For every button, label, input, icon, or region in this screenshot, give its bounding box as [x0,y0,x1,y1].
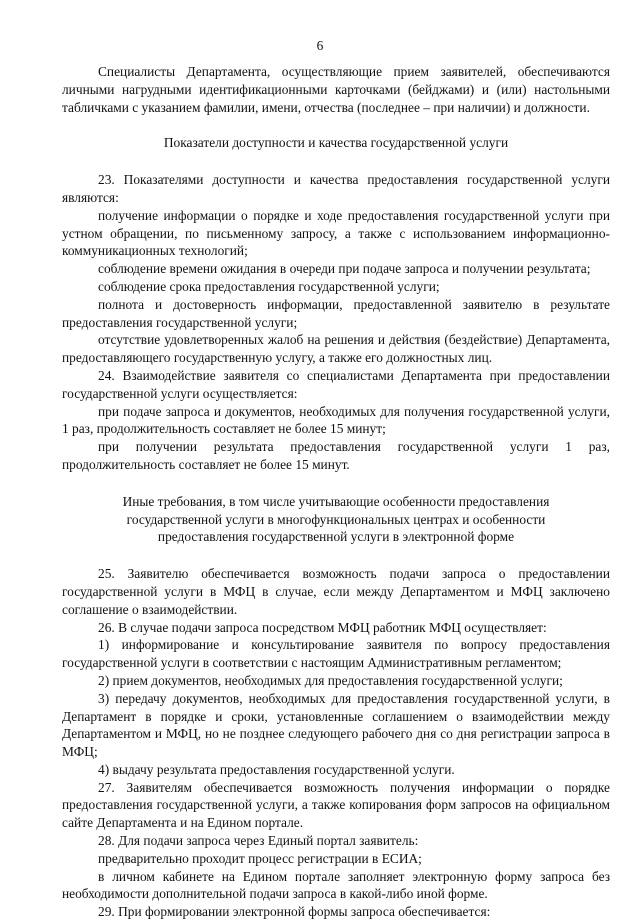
paragraph: в личном кабинете на Едином портале заполняет электронную форму запроса без необходимости дополнительной подачи запроса в какой-либо иной форме. [62,868,610,902]
paragraph: полнота и достоверность информации, предоставленной заявителю в результате предоставления государственной услуги; [62,296,610,330]
paragraph: 26. В случае подачи запроса посредством МФЦ работник МФЦ осуществляет: [98,619,547,635]
paragraph: получение информации о порядке и ходе предоставления государственной услуги при устном обращении, по письменному запросу, а также с использованием информационно-коммуникационных технологий; [62,207,610,259]
paragraph: при подаче запроса и документов, необходимых для получения государственной услуги, 1 раз, продолжительность составляет не более 15 минут; [62,403,610,437]
paragraph: 4) выдачу результата предоставления государственной услуги. [98,761,455,777]
paragraph: соблюдение срока предоставления государственной услуги; [98,278,440,294]
paragraph-block-staff-badges [62,63,610,116]
paragraph: 3) передачу документов, необходимых для предоставления государственной услуги, в Департамент в порядке и сроки, установленные соглашением о взаимодействии между Департаментом и МФЦ, но не позднее следующего рабочего дня со дня регистрации запроса в МФЦ; [62,690,610,760]
page-number: 6 [316,38,324,53]
paragraph: 27. Заявителям обеспечивается возможность получения информации о порядке предоставления государственной услуги, а также копирования форм запросов на официальном сайте Департамента и на Едином портале. [62,779,610,831]
paragraph: 29. При формировании электронной формы запроса обеспечивается: [98,904,491,920]
paragraph: 23. Показателями доступности и качества предоставления государственной услуги являются: [62,172,610,205]
paragraph: Специалисты Департамента, осуществляющие прием заявителей, обеспечиваются личными нагрудными идентификационными карточками (бейджами) и (или) настольными табличками с указанием фамилии, имени, отчества (последнее – при наличии) и должности. [62,64,610,115]
paragraph: соблюдение времени ожидания в очереди при подаче запроса и получении результата; [98,261,591,277]
section-heading-accessibility: Показатели доступности и качества государственной услуги [163,135,509,151]
paragraph: предварительно проходит процесс регистрации в ЕСИА; [98,850,422,866]
paragraph: 2) прием документов, необходимых для предоставления государственной услуги; [98,672,563,688]
paragraph: 1) информирование и консультирование заявителя по вопросу предоставления государственной услуги в соответствии с настоящим Административным регламентом; [62,637,610,671]
paragraph: отсутствие удовлетворенных жалоб на решения и действия (бездействие) Департамента, предоставляющего государственную услугу, а также его должностных лиц. [62,332,610,366]
paragraph-block-mfc-electronic [62,565,610,921]
document-body [62,63,610,921]
paragraph: 25. Заявителю обеспечивается возможность подачи запроса о предоставлении государственной услуги в МФЦ в случае, если между Департаментом и МФЦ заключено соглашение о взаимодействии. [62,566,610,617]
paragraph: 28. Для подачи запроса через Единый портал заявитель: [98,833,419,849]
section-heading-other-requirements: Иные требования, в том числе учитывающие особенности предоставления государственной услуги в многофункциональных центрах и особенности предоставления государственной услуги в электронной форме [122,493,550,545]
paragraph-block-indicators [62,171,610,474]
paragraph: 24. Взаимодействие заявителя со специалистами Департамента при предоставлении государственной услуги осуществляется: [62,367,610,401]
paragraph: при получении результата предоставления государственной услуги 1 раз, продолжительность составляет не более 15 минут. [62,439,610,472]
